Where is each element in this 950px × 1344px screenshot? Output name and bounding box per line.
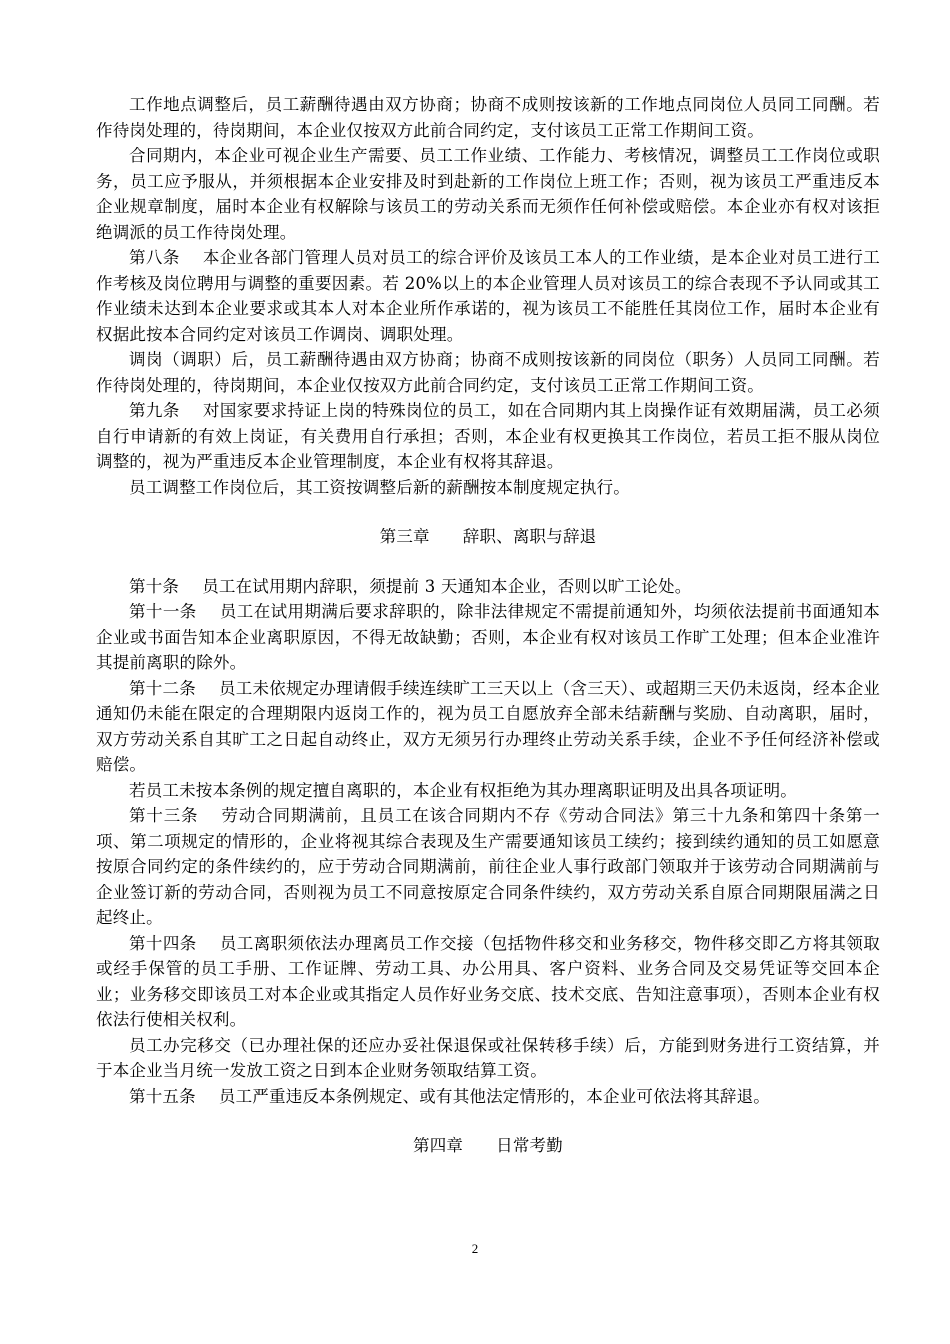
article-number: 第八条: [129, 248, 180, 267]
article-8: [96, 245, 880, 347]
article-11: [96, 599, 880, 676]
paragraph: 合同期内，本企业可视企业生产需要、员工工作业绩、工作能力、考核情况，调整员工工作岗位或职务，员工应予服从，并须根据本企业安排及时到赴新的工作岗位上班工作；否则，视为该员工严重违反本企业规章制度，届时本企业有权解除与该员工的劳动关系而无须作任何补偿或赔偿。本企业亦有权对该拒绝调派的员工作待岗处理。: [96, 146, 880, 242]
chapter-title: 日常考勤: [496, 1136, 563, 1155]
chapter-4-heading: [96, 1133, 880, 1159]
article-number: 第十一条: [129, 602, 197, 621]
article-text: 对国家要求持证上岗的特殊岗位的员工，如在合同期内其上岗操作证有效期届满，员工必须自行申请新的有效上岗证，有关费用自行承担；否则，本企业有权更换其工作岗位，若员工拒不服从岗位调整的，视为严重违反本企业管理制度，本企业有权将其辞退。: [96, 401, 881, 471]
chapter-number: 第三章: [379, 527, 430, 546]
chapter-number: 第四章: [413, 1136, 464, 1155]
article-text: 员工离职须依法办理离员工作交接（包括物件移交和业务移交，物件移交即乙方将其领取或经手保管的员工手册、工作证牌、劳动工具、办公用具、客户资料、业务合同及交易凭证等交回本企业；业务移交即该员工对本企业或其指定人员作好业务交底、技术交底、告知注意事项），否则本企业有权依法行使相关权利。: [96, 933, 880, 1029]
article-12: [96, 676, 880, 778]
article-number: 第十二条: [129, 678, 196, 698]
article-number: 第十条: [129, 576, 180, 596]
article-15: [96, 1084, 880, 1110]
paragraph: 员工调整工作岗位后，其工资按调整后新的薪酬按本制度规定执行。: [129, 477, 630, 497]
chapter-title: 辞职、离职与辞退: [462, 527, 597, 546]
article-number: 第十三条: [129, 806, 199, 825]
article-text: 员工严重违反本条例规定、或有其他法定情形的，本企业可依法将其辞退。: [218, 1086, 771, 1106]
article-number: 第九条: [129, 401, 180, 420]
article-text: 本企业各部门管理人员对员工的综合评价及该员工本人的工作业绩，是本企业对员工进行工作考核及岗位聘用与调整的重要因素。若 20%以上的本企业管理人员对该员工的综合表现不予认同或其工作业绩未达到本企业要求或其本人对本企业所作承诺的，视为该员工不能胜任其岗位工作，届时本企业有权据此按本合同约定对该员工作调岗、调职处理。: [96, 248, 881, 344]
article-10: [96, 574, 880, 600]
article-13: [96, 803, 880, 931]
paragraph: 工作地点调整后，员工薪酬待遇由双方协商；协商不成则按该新的工作地点同岗位人员同工同酬。若作待岗处理的，待岗期间，本企业仅按双方此前合同约定，支付该员工正常工作期间工资。: [96, 95, 880, 140]
article-9: [96, 398, 880, 475]
article-text: 员工未依规定办理请假手续连续旷工三天以上（含三天）、或超期三天仍未返岗，经本企业通知仍未能在限定的合理期限内返岗工作的，视为员工自愿放弃全部未结薪酬与奖励、自动离职，届时，双方劳动关系自其旷工之日起自动终止，双方无须另行办理终止劳动关系手续，企业不予任何经济补偿或赔偿。: [96, 678, 880, 774]
article-text: 劳动合同期满前，且员工在该合同期内不存《劳动合同法》第三十九条和第四十条第一项、第二项规定的情形的，企业将视其综合表现及生产需要通知该员工续约；接到续约通知的员工如愿意按原合同约定的条件续约的，应于劳动合同期满前，前往企业人事行政部门领取并于该劳动合同期满前与企业签订新的劳动合同，否则视为员工不同意按原定合同条件续约，双方劳动关系自原合同期限届满之日起终止。: [96, 806, 880, 927]
page-number: 2: [471, 1241, 479, 1256]
article-14: [96, 931, 880, 1033]
article-number: 第十五条: [129, 1086, 196, 1106]
paragraph: 员工办完移交（已办理社保的还应办妥社保退保或社保转移手续）后，方能到财务进行工资结算，并于本企业当月统一发放工资之日到本企业财务领取结算工资。: [96, 1035, 880, 1080]
article-text: 员工在试用期内辞职，须提前 3 天通知本企业，否则以旷工论处。: [202, 576, 692, 596]
chapter-3-heading: [96, 524, 880, 550]
article-text: 员工在试用期满后要求辞职的，除非法律规定不需提前通知外，均须依法提前书面通知本企业或书面告知本企业离职原因，不得无故缺勤；否则，本企业有权对该员工作旷工处理；但本企业准许其提前离职的除外。: [96, 602, 880, 672]
paragraph: 若员工未按本条例的规定擅自离职的，本企业有权拒绝为其办理离职证明及出具各项证明。: [129, 780, 797, 800]
paragraph: 调岗（调职）后，员工薪酬待遇由双方协商；协商不成则按该新的同岗位（职务）人员同工同酬。若作待岗处理的，待岗期间，本企业仅按双方此前合同约定，支付该员工正常工作期间工资。: [96, 350, 880, 395]
article-number: 第十四条: [129, 933, 197, 953]
document-body: [96, 92, 880, 1183]
